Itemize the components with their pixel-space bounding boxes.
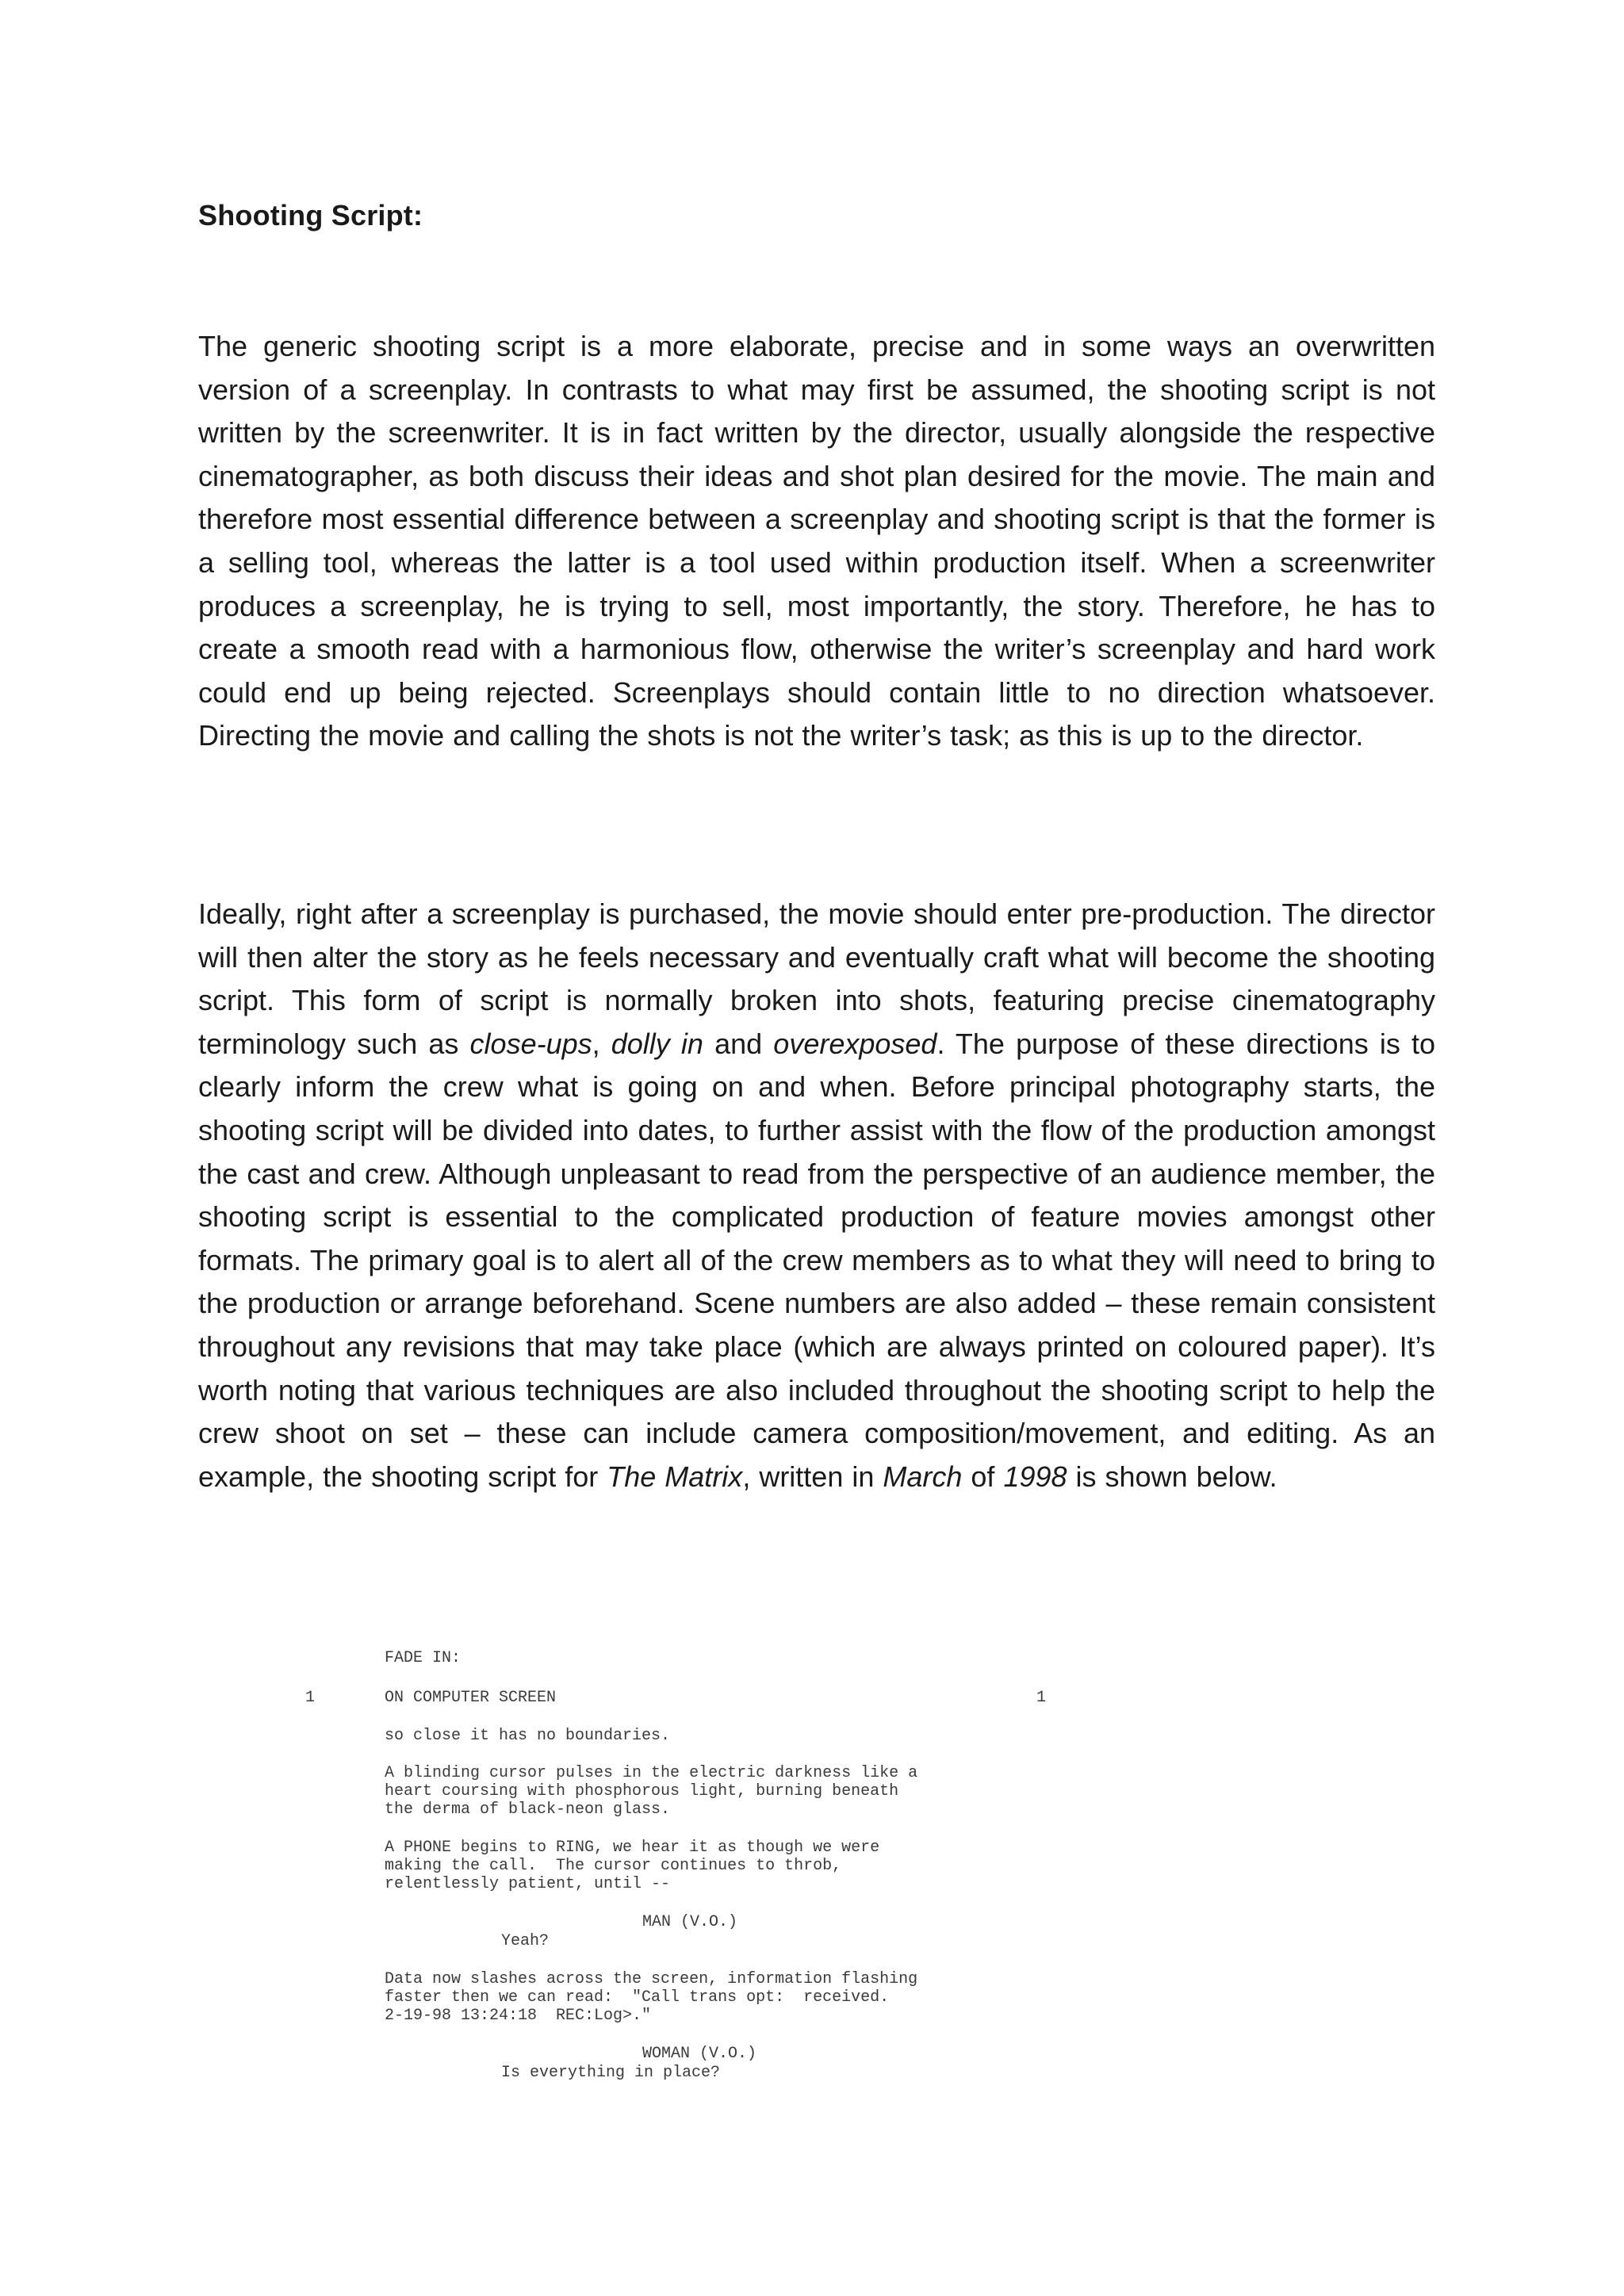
script-dialogue: Yeah?	[501, 1932, 550, 1950]
year-1998: 1998	[1003, 1460, 1067, 1493]
paragraph-production	[198, 893, 1435, 1498]
script-slugline: ON COMPUTER SCREEN	[385, 1689, 557, 1707]
script-scene-number-right: 1	[1036, 1689, 1047, 1707]
para2-text-1: Ideally, right after a screenplay is purchased, the movie should enter pre-production. The director will then alter the story as he feels necessary and eventually craft what will become the shooting script. This form of script is normally broken into shots, featuring precise cinematography terminology such as	[198, 897, 1435, 1060]
script-fade-in: FADE IN:	[385, 1649, 462, 1667]
script-action-line: faster then we can read: "Call trans opt: received.	[385, 1988, 890, 2007]
script-action-line: A blinding cursor pulses in the electric darkness like a	[385, 1764, 918, 1782]
para2-text-5: , written in	[742, 1460, 883, 1493]
page-heading: Shooting Script:	[198, 199, 423, 232]
script-action-line: making the call. The cursor continues to throb,	[385, 1857, 842, 1875]
term-close-ups: close-ups	[469, 1027, 592, 1060]
script-action-line: 2-19-98 13:24:18 REC:Log>."	[385, 2007, 652, 2025]
matrix-script-excerpt	[293, 1637, 1071, 2113]
script-action-line: heart coursing with phosphorous light, burning beneath	[385, 1782, 899, 1800]
para2-text-7: is shown below.	[1067, 1460, 1277, 1493]
script-character-name: WOMAN (V.O.)	[642, 2045, 757, 2063]
script-action-line: the derma of black-neon glass.	[385, 1800, 671, 1819]
title-the-matrix: The Matrix	[607, 1460, 743, 1493]
para2-text-6: of	[962, 1460, 1004, 1493]
term-dolly-in: dolly in	[611, 1027, 703, 1060]
paragraph-intro: The generic shooting script is a more elaborate, precise and in some ways an overwritten version of a screenplay. In contrasts to what may first be assumed, the shooting script is not written by the screenwriter. It is in fact written by the director, usually alongside the respective cinematographer, as both discuss their ideas and shot plan desired for the movie. The main and therefore most essential difference between a screenplay and shooting script is that the former is a selling tool, whereas the latter is a tool used within production itself. When a screenwriter produces a screenplay, he is trying to sell, most importantly, the story. Therefore, he has to create a smooth read with a harmonious flow, otherwise the writer’s screenplay and hard work could end up being rejected. Screenplays should contain little to no direction whatsoever. Directing the movie and calling the shots is not the writer’s task; as this is up to the director.	[198, 330, 1435, 752]
para2-text-3: and	[703, 1027, 774, 1060]
script-action-line: A PHONE begins to RING, we hear it as though we were	[385, 1839, 880, 1857]
para2-text-2: ,	[592, 1027, 611, 1060]
month-march: March	[883, 1460, 963, 1493]
script-scene-number-left: 1	[305, 1689, 316, 1707]
script-action-line: so close it has no boundaries.	[385, 1727, 671, 1745]
script-action-line: Data now slashes across the screen, information flashing	[385, 1970, 918, 1988]
para2-text-4: . The purpose of these directions is to clearly inform the crew what is going on and when. Before principal photography starts, the shooting script will be divided into dates, to further assist with the flow of the production amongst the cast and crew. Although unpleasant to read from the perspective of an audience member, the shooting script is essential to the complicated production of feature movies amongst other formats. The primary goal is to alert all of the crew members as to what they will need to bring to the production or arrange beforehand. Scene numbers are also added – these remain consistent throughout any revisions that may take place (which are always printed on coloured paper). It’s worth noting that various techniques are also included throughout the shooting script to help the crew shoot on set – these can include camera composition/movement, and editing. As an example, the shooting script for	[198, 1027, 1436, 1493]
script-character-name: MAN (V.O.)	[642, 1913, 738, 1931]
script-dialogue: Is everything in place?	[501, 2064, 721, 2082]
term-overexposed: overexposed	[773, 1027, 937, 1060]
script-action-line: relentlessly patient, until --	[385, 1875, 671, 1893]
